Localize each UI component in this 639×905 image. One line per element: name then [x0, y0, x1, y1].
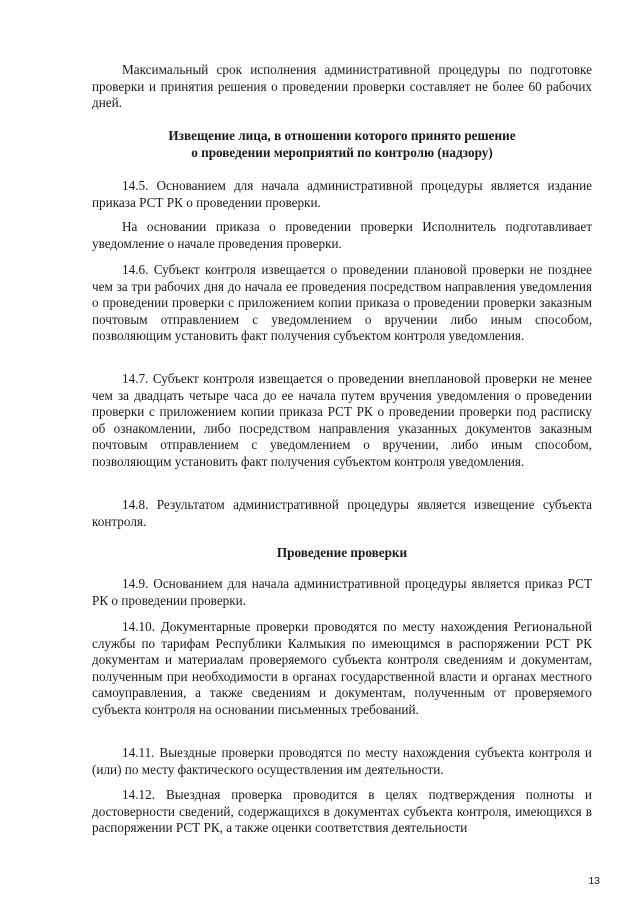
paragraph-max-term: Максимальный срок исполнения административной процедуры по подготовке проверки и принятия решения о проведении проверки составляет не более 60 рабочих дней. — [92, 62, 592, 111]
paragraph-14-5: 14.5. Основанием для начала административной процедуры является издание приказа РСТ РК о проведении проверки. — [92, 178, 592, 210]
paragraph-14-7: 14.7. Субъект контроля извещается о проведении внеплановой проверки не менее чем за двадцать четыре часа до ее начала путем вручения уведомления о проведении проверки с приложением копии приказа РСТ РК о проведении проверки под расписку об ознакомлении, либо посредством направления указанных документов заказным почтовым отправлением с уведомлением о вручении, либо иным способом, позволяющим установить факт получения субъектом контроля уведомления. — [92, 371, 592, 469]
paragraph-14-9: 14.9. Основанием для начала административной процедуры является приказ РСТ РК о проведении проверки. — [92, 576, 592, 608]
section-heading-inspection — [92, 545, 592, 562]
section-heading-line-1: Извещение лица, в отношении которого принято решение — [168, 128, 516, 143]
paragraph-14-10: 14.10. Документарные проверки проводятся по месту нахождения Региональной службы по тарифам Республики Калмыкия по имеющимся в распоряжении РСТ РК документам и материалам проверяемого субъекта контроля сведениям и документам, полученным при необходимости в органах государственной власти и органах местного самоуправления, а также сведениям и документам, полученным от проверяемого субъекта контроля на основании письменных требований. — [92, 619, 592, 717]
paragraph-14-6: 14.6. Субъект контроля извещается о проведении плановой проверки не позднее чем за три рабочих дня до начала ее проведения посредством направления уведомления о проведении проверки с приложением копии приказа о проведении проверки заказным почтовым отправлением с уведомлением о вручении либо иным способом, позволяющим установить факт получения субъектом контроля уведомления. — [92, 262, 592, 344]
section-heading-notification — [92, 128, 592, 161]
section-heading-inspection-text: Проведение проверки — [276, 545, 408, 560]
paragraph-14-12: 14.12. Выездная проверка проводится в целях подтверждения полноты и достоверности сведений, содержащихся в документах субъекта контроля, имеющихся в распоряжении РСТ РК, а также оценки соответствия деятельности — [92, 787, 592, 836]
page-number: 13 — [588, 875, 600, 887]
paragraph-14-11: 14.11. Выездные проверки проводятся по месту нахождения субъекта контроля и (или) по месту фактического осуществления им деятельности. — [92, 745, 592, 777]
paragraph-14-8: 14.8. Результатом административной процедуры является извещение субъекта контроля. — [92, 497, 592, 529]
paragraph-executor-notice: На основании приказа о проведении проверки Исполнитель подготавливает уведомление о начале проведения проверки. — [92, 219, 592, 251]
section-heading-line-2: о проведении мероприятий по контролю (надзору) — [191, 144, 493, 160]
